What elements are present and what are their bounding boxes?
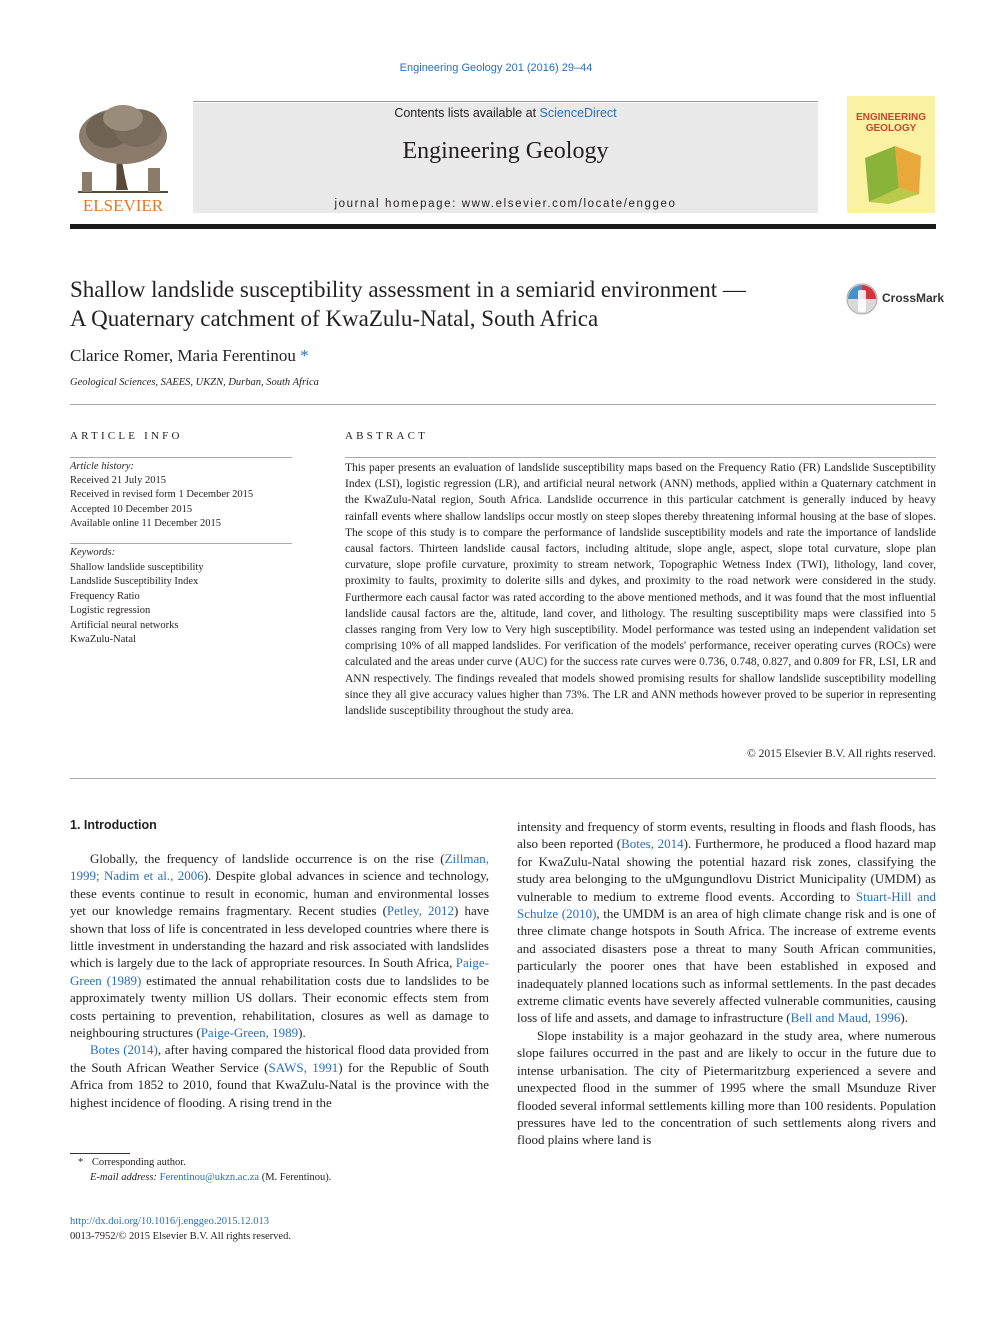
- crossmark-icon: [845, 281, 879, 317]
- sciencedirect-link[interactable]: ScienceDirect: [539, 106, 617, 120]
- issn-line: 0013-7952/© 2015 Elsevier B.V. All rights reserved.: [70, 1230, 291, 1242]
- cover-title: ENGINEERING GEOLOGY: [855, 112, 926, 134]
- paragraph: [517, 818, 936, 1027]
- body-column-left: [70, 850, 489, 1111]
- text-run: ) for the Republic of South Africa from 1852 to 2010, found that KwaZulu-Natal is the province with the highest incidence of flooding. A rising trend in the: [70, 1059, 489, 1110]
- divider: [70, 778, 936, 779]
- text-run: , after having compared the historical flood data provided from the South African Weather Service (: [70, 1042, 489, 1075]
- elsevier-logo[interactable]: [68, 102, 178, 214]
- abstract-heading: ABSTRACT: [345, 430, 429, 442]
- abstract-text: This paper presents an evaluation of landslide susceptibility maps based on the Frequency Ratio (FR) Landslide Susceptibility Index (LSI), logistic regression (LR), and artificial neural network (ANN) methods, applied within a Quaternary catchment in the KwaZulu-Natal region, South Africa. Landslide occurrence in this particular catchment is generally induced by heavy rainfall events where shallow landslips occur mostly on steep slopes thereby threatening informal housing at the base of slopes. The scope of this study is to compare the performance of landslide susceptibility models and rate the importance of landslide causal factors. Thirteen landslide causal factors, including altitude, slope angle, aspect, slope total curvature, slope plan curvature, slope profile curvature, proximity to stream network, Topographic Wetness Index (TWI), lithology, land cover, proximity to faults, proximity to dolerite sills and dykes, and proximity to the road network were considered in the study. Furthermore each causal factor was rated according to the above mentioned methods, and it was found that the most influential landslide causal factors are the, altitude, land cover, and lithology. The resulting susceptibility maps were classified into 5 classes ranging from Very low to Very high susceptibility. Model performance was tested using an independent validation set comprising 10% of all mapped landslides. For verification of the models' performance, receiver operating curves (ROCs) were calculated and the areas under curve (AUC) for the success rate curves were 0.736, 0.748, 0.827, and 0.809 for FR, LSI, LR and ANN respectively. The findings revealed that models showed promising results for shallow landslide susceptibility modelling since they all give accuracy values higher than 73%. The LR and ANN methods however proved to be superior in representing landslide susceptibility throughout the study area.: [345, 462, 936, 718]
- body-column-right: [517, 818, 936, 1149]
- contents-line: [193, 106, 818, 120]
- paragraph: [70, 850, 489, 1041]
- citation-link[interactable]: Petley, 2012: [386, 903, 454, 919]
- text-run: intensity and frequency of storm events, resulting in floods and flash floods, has also been reported (: [517, 819, 936, 852]
- citation-link[interactable]: Botes (2014): [90, 1042, 158, 1058]
- author-email-link[interactable]: Ferentinou@ukzn.ac.za: [159, 1172, 260, 1183]
- footnote: [70, 1155, 489, 1185]
- keyword: Frequency Ratio: [70, 590, 140, 602]
- keyword: Logistic regression: [70, 605, 151, 616]
- text-run: ).: [900, 1010, 908, 1026]
- citation-link[interactable]: Paige-Green (1989): [70, 955, 489, 988]
- header-thick-rule: [70, 224, 936, 229]
- cover-artwork-icon: [859, 138, 925, 206]
- keyword: Artificial neural networks: [70, 619, 179, 631]
- journal-name: Engineering Geology: [402, 138, 609, 164]
- journal-cover-thumbnail[interactable]: [847, 96, 935, 213]
- header-top-rule: [193, 101, 818, 102]
- abstract-copyright: © 2015 Elsevier B.V. All rights reserved.: [747, 748, 936, 760]
- text-run: ). Despite global advances in science and technology, these events continue to result in economic, human and environmental losses yet our knowledge remains fragmentary. Recent studies (: [70, 868, 489, 919]
- crossmark-label[interactable]: CrossMark: [882, 291, 945, 305]
- divider: [70, 404, 936, 405]
- elsevier-wordmark: ELSEVIER: [82, 196, 164, 214]
- doi-link[interactable]: http://dx.doi.org/10.1016/j.enggeo.2015.12.013: [70, 1216, 270, 1227]
- keyword: Landslide Susceptibility Index: [70, 576, 199, 587]
- journal-citation-link[interactable]: Engineering Geology 201 (2016) 29–44: [399, 62, 593, 74]
- corresponding-author-mark[interactable]: *: [300, 346, 309, 365]
- article-title: Shallow landslide susceptibility assessment in a semiarid environment — A Quaternary catchment of KwaZulu-Natal, South Africa: [70, 277, 746, 331]
- history-label: Article history:: [70, 461, 134, 472]
- footnote-mark: *: [78, 1157, 84, 1168]
- citation-link[interactable]: Paige-Green, 1989: [200, 1025, 299, 1041]
- citation-link[interactable]: Botes, 2014: [621, 836, 684, 852]
- corresponding-author-note: Corresponding author.: [91, 1157, 186, 1168]
- article-info-heading: ARTICLE INFO: [70, 430, 183, 442]
- paragraph: [70, 1041, 489, 1111]
- divider: [70, 543, 292, 544]
- affiliation: Geological Sciences, SAEES, UKZN, Durban, South Africa: [70, 377, 319, 388]
- text-run: ). Furthermore, he produced a flood hazard map for KwaZulu-Natal showing the potential hazard risk zones, classifying the study area belonging to the uMgungundlovu District Municipality (UMDM) as vulnerable to medium to extreme flood events. According to: [517, 836, 936, 904]
- history-item: Available online 11 December 2015: [70, 517, 222, 529]
- citation-link[interactable]: SAWS, 1991: [268, 1059, 339, 1075]
- keywords: [70, 546, 292, 648]
- keyword: KwaZulu-Natal: [70, 634, 136, 645]
- footnote-rule: [70, 1153, 130, 1154]
- journal-homepage[interactable]: journal homepage: www.elsevier.com/locate/enggeo: [334, 198, 677, 210]
- history-item: Received 21 July 2015: [70, 475, 166, 487]
- contents-prefix: Contents lists available at: [394, 106, 540, 120]
- text-run: , the UMDM is an area of high climate change risk and is one of three climate change hotspots in South Africa. The increase of extreme events and associated disasters pose a threat to many South African communities, particularly the poorer ones that have been established in exposed and inadequately planned locations such as informal settlements. In the past decades extreme climatic events have severely affected vulnerable communities, causing loss of life and assets, and damage to infrastructure (: [517, 906, 937, 1026]
- history-item: Received in revised form 1 December 2015: [70, 489, 254, 501]
- history-item: Accepted 10 December 2015: [70, 503, 193, 515]
- email-label: E-mail address:: [90, 1172, 160, 1183]
- divider: [345, 457, 936, 458]
- text-run: ) have shown that loss of life is concentrated in less developed countries where there is little investment in understanding the hazard and risk associated with landslides which is largely due to the lack of appropriate resources. In South Africa,: [70, 903, 490, 971]
- citation-link[interactable]: Bell and Maud, 1996: [790, 1010, 901, 1026]
- elsevier-tree-icon: [68, 102, 178, 214]
- keywords-label: Keywords:: [70, 547, 116, 558]
- citation-link[interactable]: Zillman, 1999; Nadim et al., 2006: [70, 851, 489, 884]
- citation-link[interactable]: Stuart-Hill and Schulze (2010): [517, 888, 936, 922]
- text-run: Globally, the frequency of landslide occurrence is on the rise (: [90, 851, 445, 866]
- divider: [70, 457, 292, 458]
- paragraph: [517, 1027, 936, 1149]
- keyword: Shallow landslide susceptibility: [70, 561, 204, 573]
- authors: Clarice Romer, Maria Ferentinou: [70, 346, 296, 365]
- text-run: ).: [298, 1025, 306, 1041]
- section-heading-introduction: 1. Introduction: [70, 818, 157, 832]
- article-history: [70, 460, 292, 531]
- author-list: [70, 346, 309, 366]
- doi-block: [70, 1215, 291, 1244]
- text-run: estimated the annual rehabilitation costs due to landslides to be approximately twenty million US dollars. Their economic effects stem from costs pertaining to prevention, rehabilitation, closures as well as damage to neighbouring structures (: [70, 972, 489, 1041]
- text-run: Slope instability is a major geohazard in the study area, where numerous slope failures occurred in the past and are likely to occur in the future due to intense urbanisation. The city of Pietermaritzburg experienced a severe and unexpected flood in the summer of 1995 where the small Msunduze River flooded several informal settlements killing more than 100 residents. Population pressures have led to the concentration of such settlements along rivers and flood plains where land is: [517, 1027, 936, 1148]
- email-suffix: (M. Ferentinou).: [259, 1172, 332, 1183]
